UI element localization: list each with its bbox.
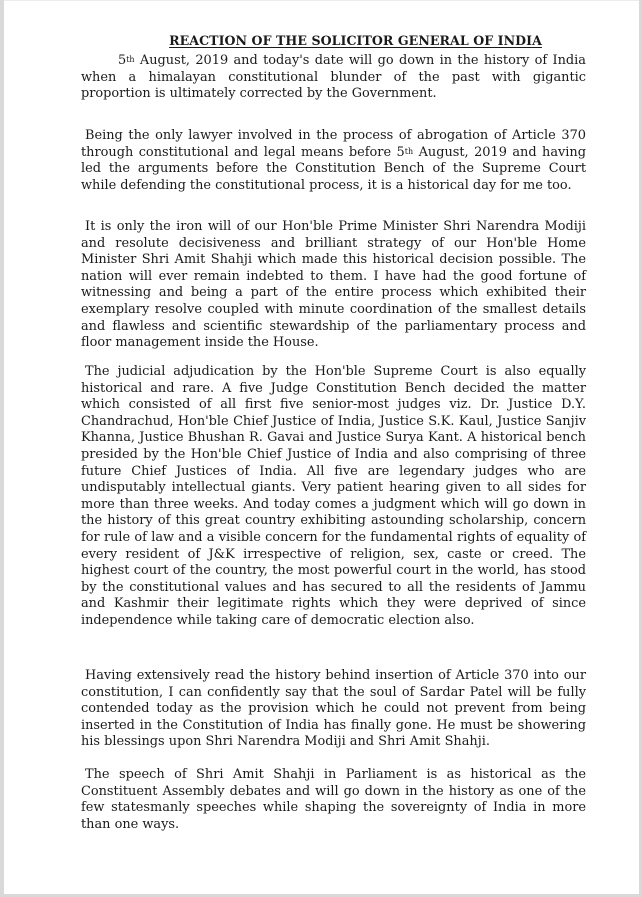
paragraph-3: [81, 219, 586, 352]
paragraph-1: [81, 53, 586, 103]
paragraph-1-date-day: 5: [118, 53, 127, 68]
paragraph-5: [81, 668, 586, 751]
paragraph-1-text: August, 2019 and today's date will go down in the history of India when a himalayan constitutional blunder of the past with gigantic proportion is ultimately corrected by the Government.: [81, 53, 586, 102]
paragraph-4: [81, 364, 586, 630]
document-page: [4, 0, 639, 894]
paragraph-4-text: The judicial adjudication by the Hon'ble Supreme Court is also equally historical and rare. A five Judge Constitution Bench decided the matter which consisted of all first five senior-most judges viz. Dr. Justice D.Y. Chandrachud, Hon'ble Chief Justice of India, Justice S.K. Kaul, Justice Sanjiv Khanna, Justice Bhushan R. Gavai and Justice Surya Kant. A historical bench presided by the Hon'ble Chief Justice of India and also comprising of three future Chief Justices of India. All five are legendary judges who are undisputably intellectual giants. Very patient hearing given to all sides for more than three weeks. And today comes a judgment which will go down in the history of this great country exhibiting astounding scholarship, concern for rule of law and a visible concern for the fundamental rights of equality of every resident of J&K irrespective of religion, sex, caste or creed. The highest court of the country, the most powerful court in the world, has stood by the constitutional values and has secured to all the residents of Jammu and Kashmir their legitimate rights which they were deprived of since independence while taking care of democratic election also.: [81, 364, 586, 628]
paragraph-6: [81, 767, 586, 833]
paragraph-2-text-end: August, 2019 and having led the arguments before the Constitution Bench of the Supreme Court while defending the constitutional process, it is a historical day for me too.: [81, 144, 586, 193]
document-title: REACTION OF THE SOLICITOR GENERAL OF INDIA: [169, 33, 542, 48]
paragraph-2-date-suffix: th: [404, 146, 414, 156]
paragraph-2-text-start: Being the only lawyer involved in the process of abrogation of Article 370 through constitutional and legal means before 5: [81, 128, 586, 160]
paragraph-3-text: It is only the iron will of our Hon'ble Prime Minister Shri Narendra Modiji and resolute decisiveness and brilliant strategy of our Hon'ble Home Minister Shri Amit Shahji which made this historical decision possible. The nation will ever remain indebted to them. I have had the good fortune of witnessing and being a part of the entire process which exhibited their exemplary resolve coupled with minute coordination of the smallest details and flawless and scientific stewardship of the parliamentary process and floor management inside the House.: [81, 219, 586, 351]
paragraph-6-text: The speech of Shri Amit Shahji in Parliament is as historical as the Constituent Assembly debates and will go down in the history as one of the few statesmanly speeches while shaping the sovereignty of India in more than one ways.: [81, 767, 586, 832]
paragraph-5-text: Having extensively read the history behind insertion of Article 370 into our constitution, I can confidently say that the soul of Sardar Patel will be fully contended today as the provision which he could not prevent from being inserted in the Constitution of India has finally gone. He must be showering his blessings upon Shri Narendra Modiji and Shri Amit Shahji.: [81, 668, 586, 750]
paragraph-2: [81, 128, 586, 194]
paragraph-1-date-suffix: th: [126, 55, 135, 64]
